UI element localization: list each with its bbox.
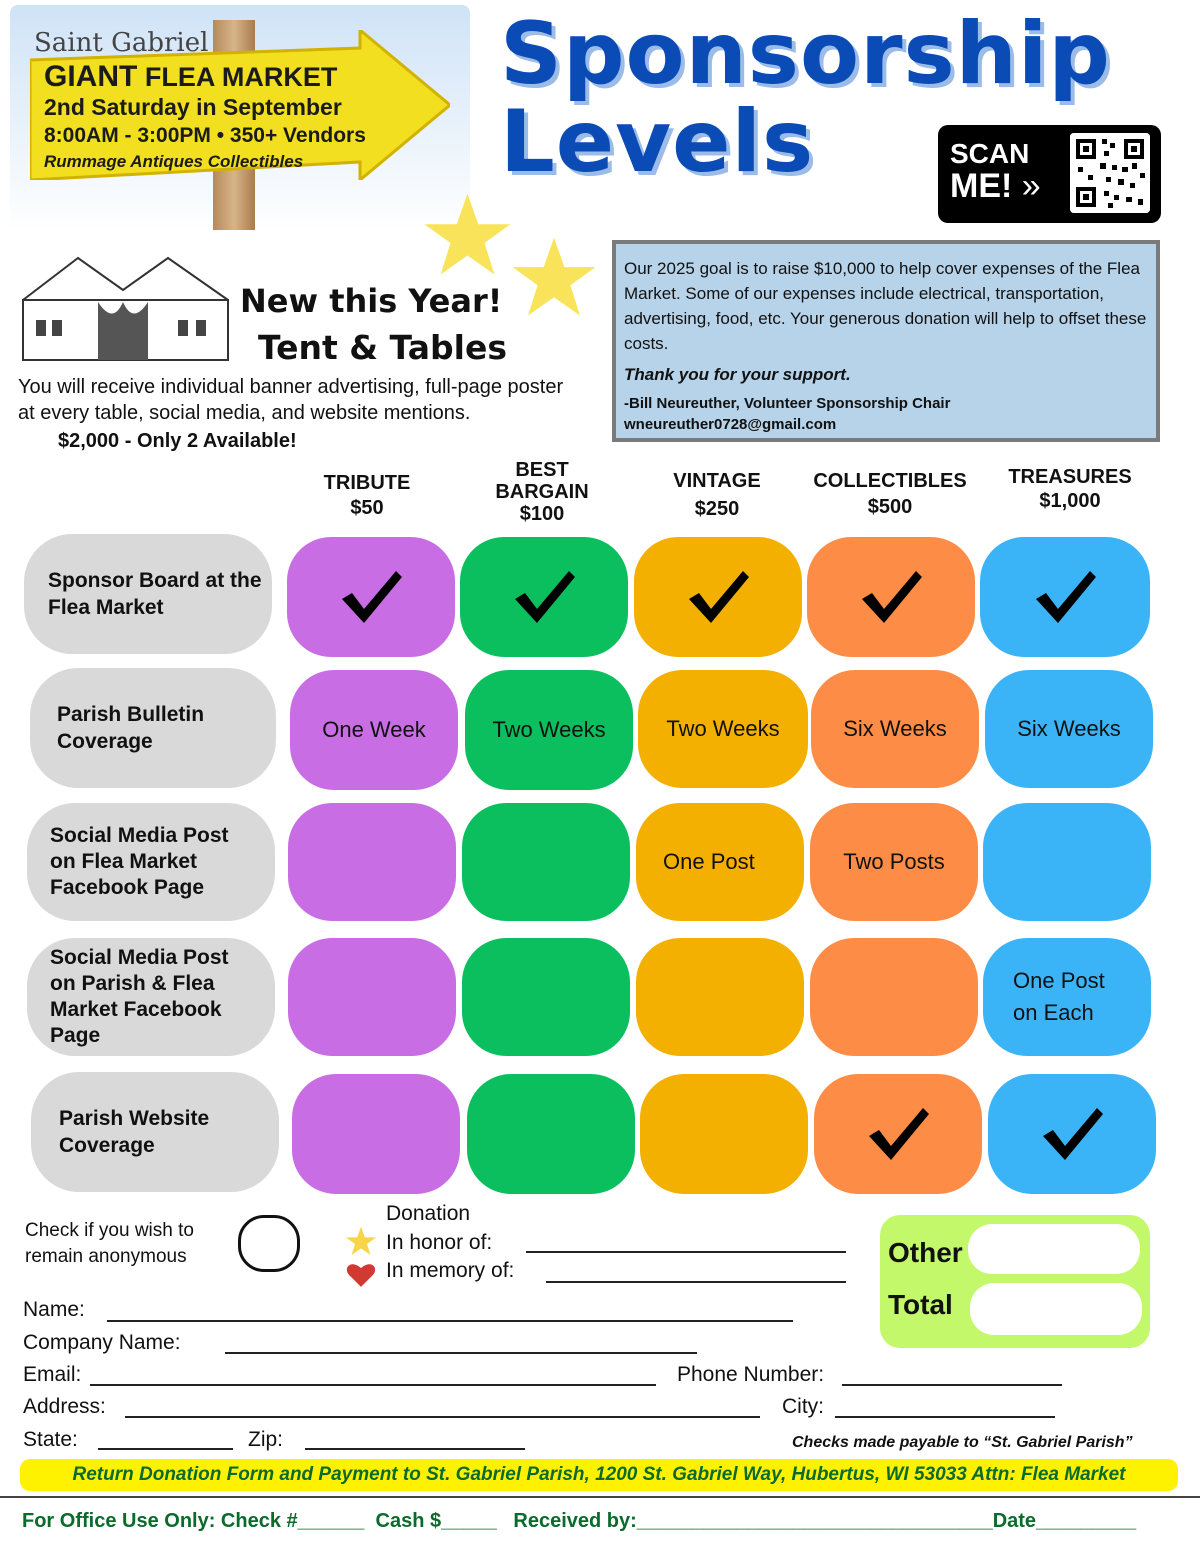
in-memory-field[interactable] <box>546 1281 846 1283</box>
city-field[interactable] <box>835 1416 1055 1418</box>
phone-label: Phone Number: <box>677 1363 825 1386</box>
zip-field[interactable] <box>305 1448 525 1450</box>
cell-vintage-sponsor-board[interactable] <box>634 537 802 657</box>
sign-categories: Rummage Antiques Collectibles <box>44 152 304 171</box>
row-label-sponsor-board: Sponsor Board at the Flea Market <box>24 534 272 654</box>
scan-me-text <box>950 140 1041 204</box>
thank-you-text: Thank you for your support. <box>624 365 851 384</box>
sign-text <box>44 62 366 174</box>
company-label: Company Name: <box>23 1331 181 1354</box>
address-field[interactable] <box>125 1416 760 1418</box>
tent-description: You will receive individual banner advertising, full-page poster at every table, social media, and website mentions. <box>18 376 564 424</box>
level-price: $250 <box>694 498 740 520</box>
office-received: Received by:________________________________ <box>513 1510 993 1532</box>
level-price: $1,000 <box>1039 490 1101 512</box>
divider <box>0 1496 1200 1498</box>
row-label-parish-website: Parish Website Coverage <box>31 1072 279 1192</box>
goal-text: Our 2025 goal is to raise $10,000 to help cover expenses of the Flea Market. Some of our expenses include electrical, transportation, advertising, food, etc. Your generous donation will help to offset these costs. <box>624 259 1147 353</box>
cell-tribute-website[interactable] <box>292 1074 460 1194</box>
scan-line-1: SCAN <box>950 138 1030 169</box>
city-label: City: <box>782 1395 824 1418</box>
cell-tribute-social-flea[interactable] <box>288 803 456 921</box>
new-this-year-heading: New this Year! <box>240 282 503 320</box>
checkmark-icon <box>856 567 926 627</box>
row-label-social-media-flea: Social Media Post on Flea Market Facebook Page <box>27 803 275 921</box>
return-instructions: Return Donation Form and Payment to St. Gabriel Parish, 1200 St. Gabriel Way, Hubertus, WI 53033 Attn: Flea Market <box>20 1459 1178 1491</box>
cell-treasures-social-parish[interactable]: One Post on Each <box>983 938 1151 1056</box>
checkmark-icon <box>683 567 753 627</box>
level-name: VINTAGE <box>673 470 761 492</box>
office-use-line <box>22 1510 1136 1533</box>
total-amount-field[interactable] <box>970 1283 1142 1335</box>
cell-treasures-website[interactable] <box>988 1074 1156 1194</box>
tent-price: $2,000 - Only 2 Available! <box>58 430 297 452</box>
cell-vintage-social-parish[interactable] <box>636 938 804 1056</box>
level-name: COLLECTIBLES <box>813 470 967 492</box>
office-cash: Cash $_____ <box>375 1510 497 1532</box>
level-name: TRIBUTE <box>323 472 411 494</box>
title-line-1: Sponsorship <box>500 4 1111 104</box>
email-field[interactable] <box>90 1384 656 1386</box>
row-label-parish-bulletin: Parish Bulletin Coverage <box>30 668 276 788</box>
brand-logo-text: Saint Gabriel <box>34 28 209 58</box>
cell-vintage-social-flea[interactable]: One Post <box>636 803 804 921</box>
tent-tables-heading: Tent & Tables <box>258 328 508 367</box>
cell-vintage-bulletin[interactable]: Two Weeks <box>638 670 808 788</box>
sign-date: 2nd Saturday in September <box>44 94 342 120</box>
other-label: Other <box>888 1237 963 1268</box>
cell-best-bargain-social-parish[interactable] <box>462 938 630 1056</box>
level-name: BEST BARGAIN <box>495 459 589 503</box>
level-price: $500 <box>867 496 913 518</box>
cell-collectibles-social-parish[interactable] <box>810 938 978 1056</box>
in-memory-label: In memory of: <box>386 1259 515 1282</box>
heart-icon <box>346 1260 376 1288</box>
cell-treasures-bulletin[interactable]: Six Weeks <box>985 670 1153 788</box>
level-header-collectibles <box>800 470 980 518</box>
level-price: $50 <box>350 497 384 519</box>
sign-giant: GIANT <box>44 60 138 93</box>
cell-collectibles-bulletin[interactable]: Six Weeks <box>811 670 979 788</box>
other-amount-field[interactable] <box>968 1224 1140 1274</box>
cell-collectibles-sponsor-board[interactable] <box>807 537 975 657</box>
checkmark-icon <box>1037 1104 1107 1164</box>
checks-payable-note: Checks made payable to “St. Gabriel Parish” <box>792 1434 1133 1451</box>
company-field[interactable] <box>225 1352 697 1354</box>
state-field[interactable] <box>98 1448 233 1450</box>
row-label-social-media-parish: Social Media Post on Parish & Flea Market Facebook Page <box>27 938 275 1056</box>
goal-box <box>612 240 1160 442</box>
cell-treasures-sponsor-board[interactable] <box>980 537 1150 657</box>
qr-code-icon[interactable] <box>1070 133 1150 213</box>
name-field[interactable] <box>107 1320 793 1322</box>
in-honor-field[interactable] <box>526 1251 846 1253</box>
level-header-treasures <box>990 466 1150 512</box>
sign-hours: 8:00AM - 3:00PM • 350+ Vendors <box>44 124 366 147</box>
cell-vintage-website[interactable] <box>640 1074 808 1194</box>
cell-tribute-sponsor-board[interactable] <box>287 537 455 657</box>
cell-best-bargain-website[interactable] <box>467 1074 635 1194</box>
cell-tribute-bulletin[interactable]: One Week <box>290 670 458 790</box>
donation-label: Donation <box>386 1202 471 1225</box>
star-icon <box>345 1226 377 1256</box>
office-check: For Office Use Only: Check #______ <box>22 1510 365 1532</box>
cell-best-bargain-bulletin[interactable]: Two Weeks <box>465 670 633 790</box>
contact-email: wneureuther0728@gmail.com <box>624 416 837 433</box>
email-label: Email: <box>23 1363 82 1386</box>
level-name: TREASURES <box>1008 466 1132 488</box>
address-label: Address: <box>23 1395 106 1418</box>
checkmark-icon <box>1030 567 1100 627</box>
office-date: Date_________ <box>992 1510 1137 1532</box>
chevron-right-icon: » <box>1021 167 1041 205</box>
name-label: Name: <box>23 1298 85 1321</box>
anonymous-checkbox[interactable] <box>238 1215 300 1272</box>
anonymous-label: Check if you wish to remain anonymous <box>25 1220 194 1267</box>
title-line-2: Levels <box>500 92 815 192</box>
level-price: $100 <box>519 503 565 525</box>
zip-label: Zip: <box>248 1428 284 1451</box>
cell-collectibles-website[interactable] <box>814 1074 982 1194</box>
state-label: State: <box>23 1428 78 1451</box>
level-header-vintage <box>637 470 797 520</box>
tent-icon <box>18 250 233 365</box>
checkmark-icon <box>863 1104 933 1164</box>
level-header-tribute <box>287 472 447 519</box>
cell-best-bargain-social-flea[interactable] <box>462 803 630 921</box>
star-icon <box>420 192 515 277</box>
sign-flea-market: FLEA MARKET <box>144 62 338 92</box>
phone-field[interactable] <box>842 1384 1062 1386</box>
cell-tribute-social-parish[interactable] <box>288 938 456 1056</box>
checkmark-icon <box>509 567 579 627</box>
cell-treasures-social-flea[interactable] <box>983 803 1151 921</box>
cell-collectibles-social-flea[interactable]: Two Posts <box>810 803 978 921</box>
cell-best-bargain-sponsor-board[interactable] <box>460 537 628 657</box>
star-icon <box>508 236 600 318</box>
total-label: Total <box>888 1289 953 1320</box>
level-header-best-bargain <box>462 459 622 525</box>
signature: -Bill Neureuther, Volunteer Sponsorship Chair <box>624 395 951 412</box>
checkmark-icon <box>336 567 406 627</box>
scan-line-2: ME! <box>950 167 1013 205</box>
in-honor-label: In honor of: <box>386 1231 493 1254</box>
